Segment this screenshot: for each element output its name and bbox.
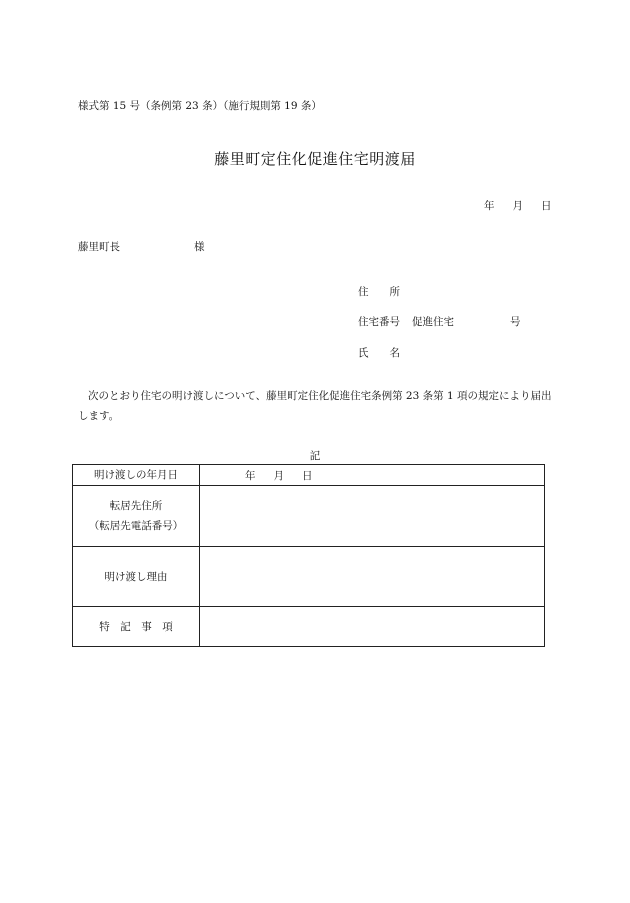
- applicant-name-row: [358, 345, 400, 360]
- applicant-name-label: 氏 名: [358, 347, 400, 359]
- body-text: 次のとおり住宅の明け渡しについて、藤里町定住化促進住宅条例第 23 条第 1 項の規定により届出します。: [78, 390, 552, 422]
- table-row: [73, 486, 545, 547]
- addressee-name: 藤里町長: [78, 241, 120, 253]
- applicant-number-row: [358, 314, 521, 329]
- move-out-year-label: 年: [245, 469, 256, 482]
- applicant-address-row: [358, 284, 400, 299]
- applicant-address-label: 住 所: [358, 286, 400, 298]
- addressee: [78, 239, 205, 254]
- table-row: [73, 607, 545, 647]
- document-title: 藤里町定住化促進住宅明渡届: [214, 150, 416, 168]
- record-mark: 記: [309, 450, 321, 462]
- new-address-label-line2: （転居先電話番号）: [88, 520, 184, 532]
- housing-number-suffix: 号: [510, 316, 521, 328]
- move-out-reason-field[interactable]: [200, 547, 545, 607]
- notification-table: [72, 464, 545, 647]
- date-month-label: 月: [512, 200, 523, 212]
- new-address-field[interactable]: [200, 486, 545, 547]
- addressee-honorific: 様: [194, 241, 205, 253]
- new-address-label-line1: 転居先住所: [109, 500, 163, 512]
- date-year-label: 年: [484, 200, 495, 212]
- table-row: [73, 547, 545, 607]
- special-notes-field[interactable]: [200, 607, 545, 647]
- submission-date: [484, 198, 552, 213]
- table-row: [73, 465, 545, 486]
- special-notes-label: 特 記 事 項: [73, 607, 200, 647]
- date-day-label: 日: [541, 200, 552, 212]
- move-out-month-label: 月: [273, 469, 284, 482]
- form-number: 様式第 15 号（条例第 23 条）（施行規則第 19 条）: [78, 100, 322, 112]
- move-out-day-label: 日: [302, 469, 313, 482]
- new-address-label: [73, 486, 200, 547]
- move-out-date-field[interactable]: [200, 465, 545, 486]
- housing-number-label: 住宅番号: [358, 316, 400, 328]
- move-out-date-label: 明け渡しの年月日: [73, 465, 200, 486]
- housing-number-prefix: 促進住宅: [412, 316, 454, 328]
- move-out-reason-label: 明け渡し理由: [73, 547, 200, 607]
